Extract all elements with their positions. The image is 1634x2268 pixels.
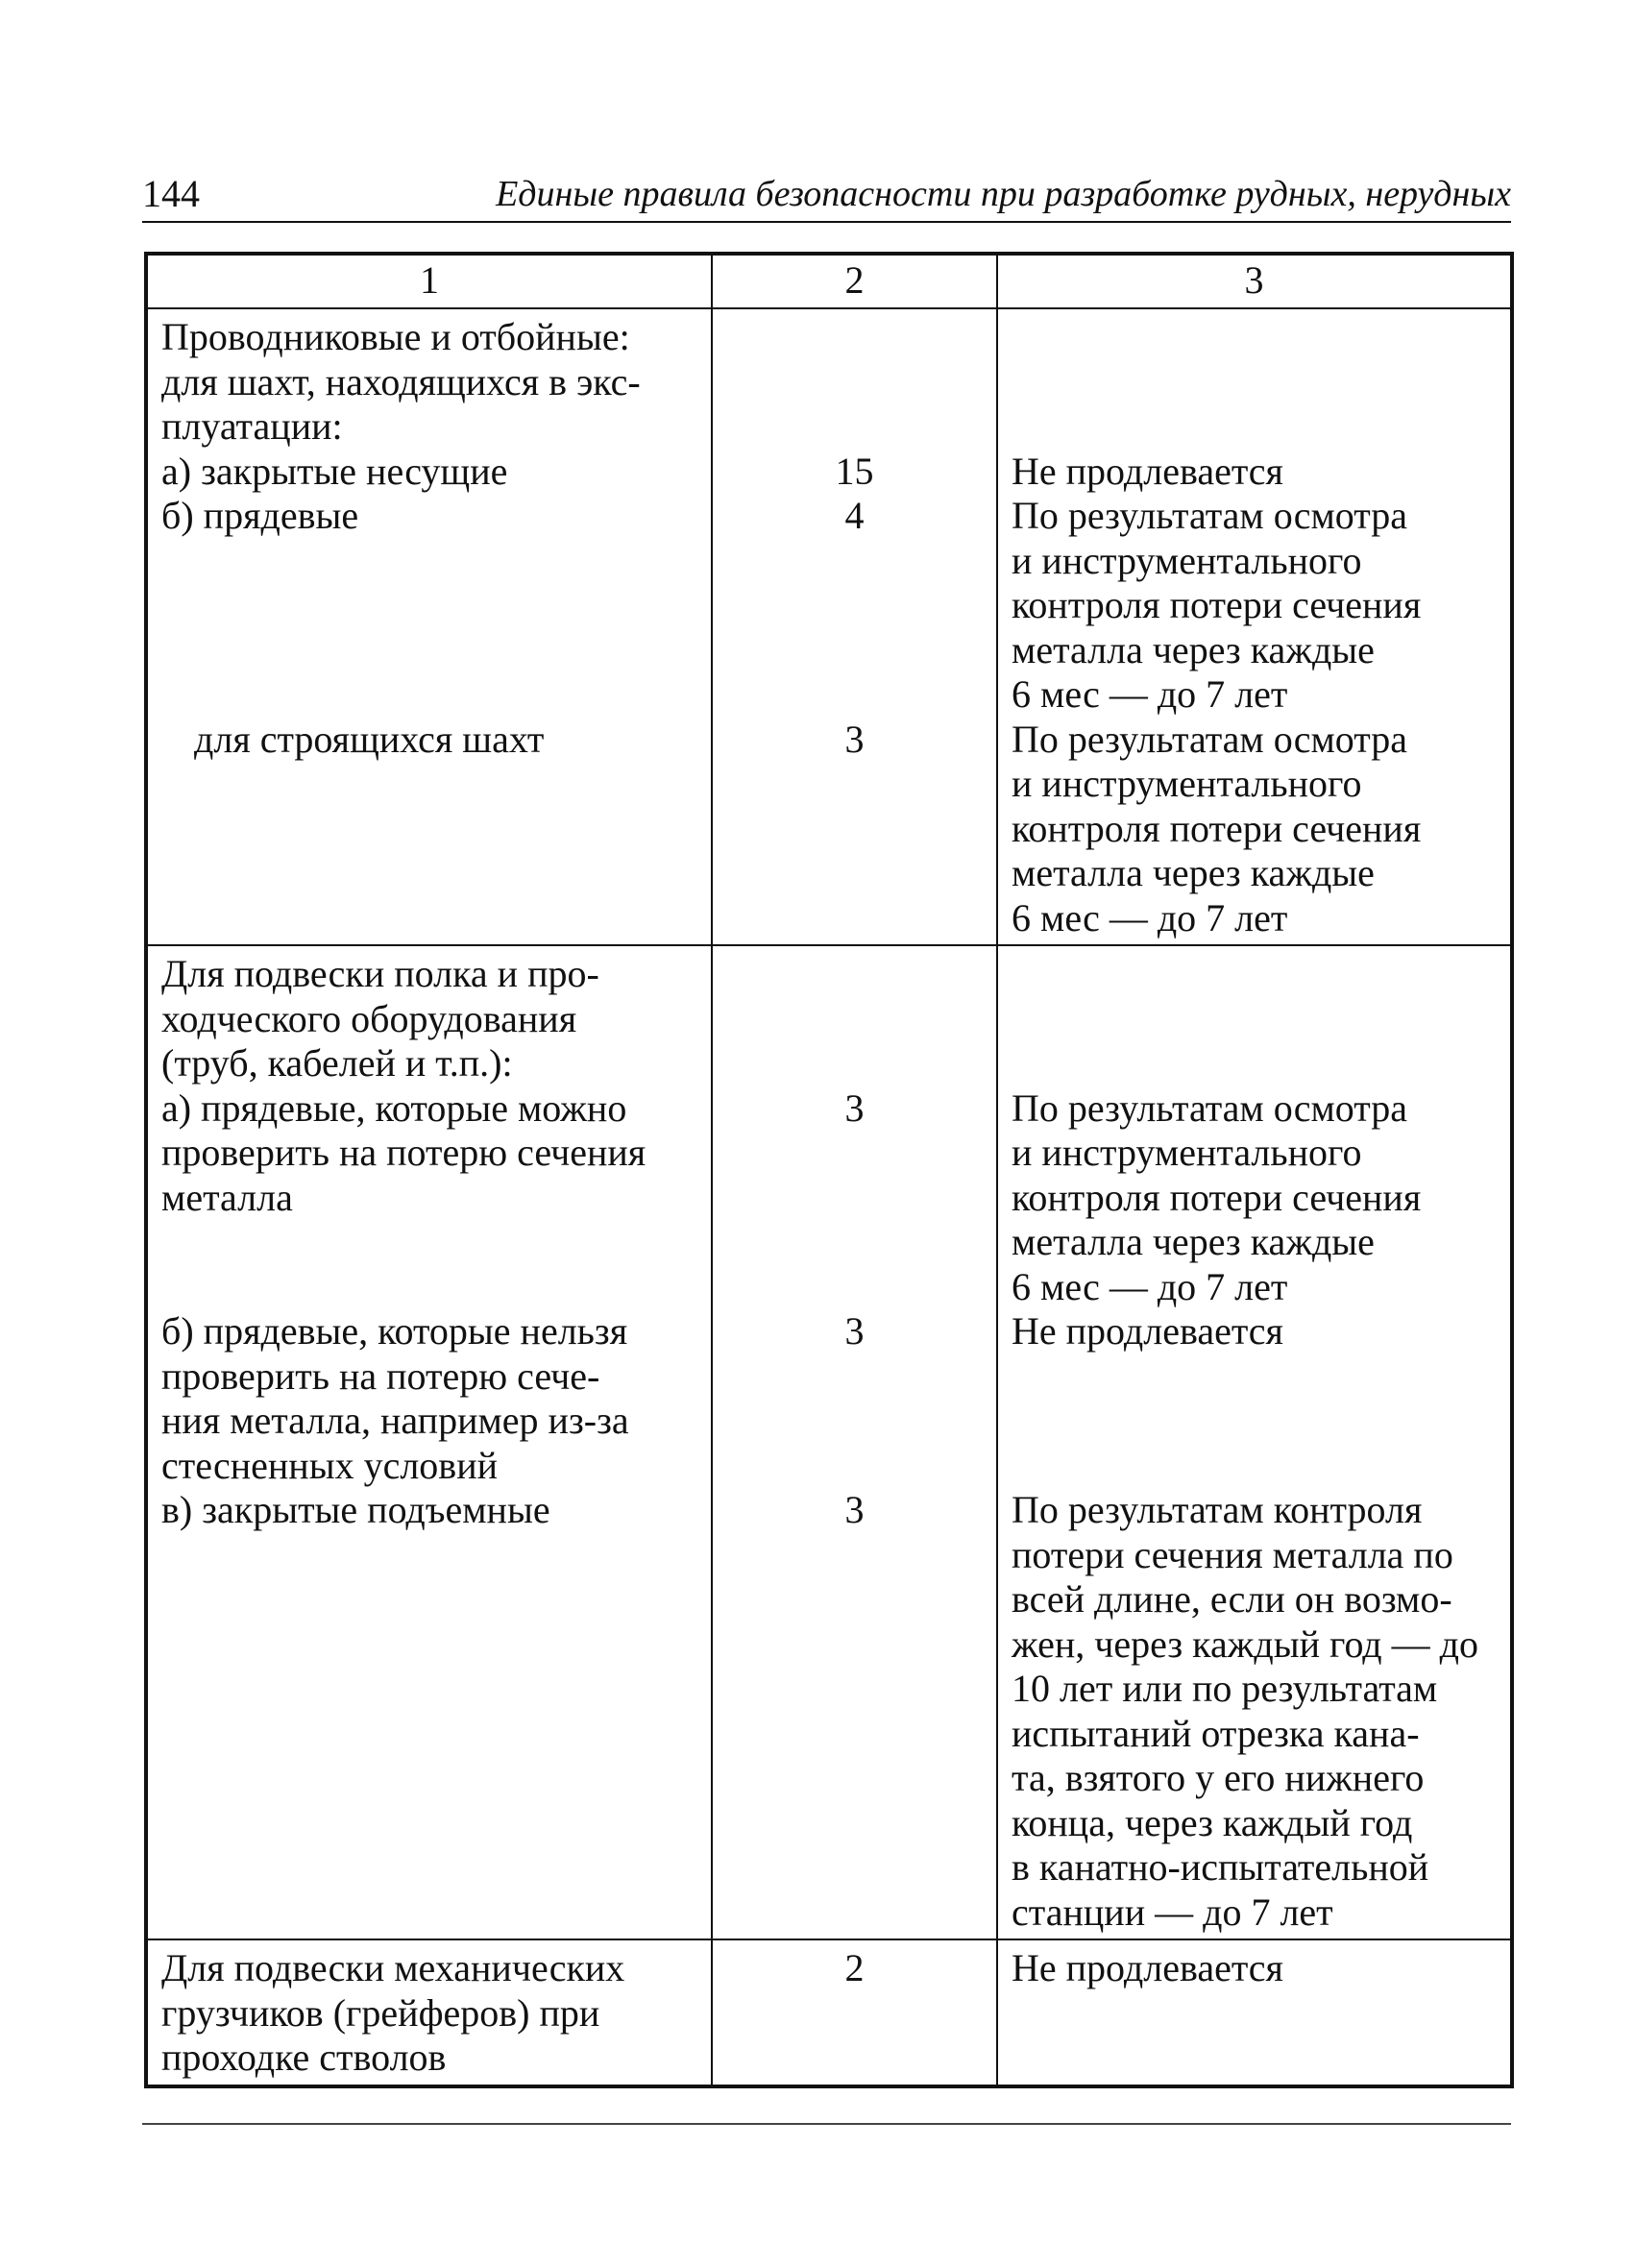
cell-line: всей длине, если он возмо-	[1012, 1577, 1452, 1621]
cell-line: 3	[844, 1488, 865, 1531]
column-header-1: 1	[146, 254, 712, 308]
cell-line: контроля потери сечения	[1012, 1175, 1422, 1219]
cell-line	[1012, 1354, 1504, 1400]
cell-line: потери сечения металла по	[1012, 1532, 1453, 1576]
cell-line: 6 мес — до 7 лет	[1012, 895, 1288, 939]
cell-line: Для подвески механических	[161, 1946, 625, 1989]
cell-line: для шахт, находящихся в экс-	[161, 359, 641, 403]
cell-line: Для подвески полка и про-	[161, 952, 599, 995]
column-header-2: 2	[712, 254, 997, 308]
cell-line: По результатам осмотра	[1012, 494, 1407, 537]
cell-line	[1012, 315, 1504, 360]
cell-line	[713, 1265, 996, 1310]
cell-line	[1012, 952, 1504, 997]
cell-line: и инструментального	[1012, 1131, 1362, 1174]
cell-line: 6 мес — до 7 лет	[1012, 1264, 1288, 1308]
table-row	[146, 308, 1512, 945]
cell-line: стесненных условий	[161, 1443, 498, 1487]
extension-terms-cell	[997, 945, 1512, 1939]
cell-line: 3	[844, 1085, 865, 1130]
cell-line	[161, 672, 697, 718]
cell-line: станции — до 7 лет	[1012, 1890, 1333, 1934]
cell-line: и инструментального	[1012, 762, 1362, 805]
cell-line: металла через каждые	[1012, 627, 1375, 671]
rope-type-cell	[146, 1939, 712, 2086]
cell-line: контроля потери сечения	[1012, 806, 1422, 850]
cell-line	[161, 1265, 697, 1310]
cell-line: Не продлевается	[1012, 1946, 1283, 1989]
cell-line: По результатам осмотра	[1012, 717, 1407, 761]
cell-line	[713, 1176, 996, 1221]
cell-line	[713, 1354, 996, 1400]
header-rule	[142, 221, 1511, 223]
cell-line: 4	[844, 494, 865, 537]
service-life-table	[144, 252, 1514, 2088]
page-number: 144	[142, 172, 200, 215]
extension-terms-cell	[997, 308, 1512, 945]
cell-line: 10 лет или по результатам	[1012, 1667, 1438, 1710]
cell-line: и инструментального	[1012, 538, 1362, 582]
table-header-row	[146, 254, 1512, 308]
service-years-cell	[712, 308, 997, 945]
cell-line	[1012, 404, 1504, 450]
cell-line: проверить на потерю сече-	[161, 1353, 600, 1398]
cell-line	[713, 1041, 996, 1086]
cell-line: ходческого оборудования	[161, 996, 577, 1040]
cell-line: испытаний отрезка кана-	[1012, 1711, 1420, 1755]
cell-line	[713, 1399, 996, 1444]
cell-line: 15	[835, 449, 874, 493]
service-years-cell	[712, 945, 997, 1939]
cell-line	[1012, 1399, 1504, 1444]
cell-line: (труб, кабелей и т.п.):	[161, 1041, 513, 1085]
cell-line: металла через каждые	[1012, 851, 1375, 894]
cell-line: для строящихся шахт	[194, 717, 545, 761]
column-header-3: 3	[997, 254, 1512, 308]
cell-line: а) прядевые, которые можно	[161, 1085, 627, 1130]
cell-line: проверить на потерю сечения	[161, 1131, 646, 1174]
cell-line: 3	[844, 717, 865, 761]
table-row	[146, 945, 1512, 1939]
cell-line: конца, через каждый год	[1012, 1800, 1413, 1844]
cell-line	[713, 1131, 996, 1176]
cell-line: Проводниковые и отбойные:	[161, 315, 630, 358]
cell-line: Не продлевается	[1012, 1309, 1283, 1353]
cell-line: в канатно-испытательной	[1012, 1845, 1429, 1889]
cell-line	[713, 315, 996, 360]
service-years-cell	[712, 1939, 997, 2086]
cell-line: контроля потери сечения	[1012, 583, 1422, 626]
extension-terms-cell	[997, 1939, 1512, 2086]
cell-line: Не продлевается	[1012, 449, 1283, 493]
footer-rule	[142, 2123, 1511, 2125]
cell-line: плуатации:	[161, 404, 343, 448]
cell-line: б) прядевые	[161, 494, 359, 537]
cell-line: металла через каждые	[1012, 1220, 1375, 1263]
cell-line	[1012, 1041, 1504, 1086]
rope-type-cell	[146, 308, 712, 945]
cell-line: жен, через каждый год — до	[1012, 1622, 1478, 1666]
cell-line: проходке стволов	[161, 2036, 447, 2079]
cell-line	[713, 1220, 996, 1265]
cell-line: По результатам контроля	[1012, 1488, 1423, 1531]
cell-line: ния металла, например из-за	[161, 1399, 629, 1442]
table-row	[146, 1939, 1512, 2086]
cell-line	[1012, 1444, 1504, 1489]
cell-line	[713, 672, 996, 718]
cell-line: 3	[844, 1309, 865, 1353]
cell-line: б) прядевые, которые нельзя	[161, 1309, 628, 1353]
cell-line	[713, 360, 996, 405]
running-head: Единые правила безопасности при разработке рудных, нерудных	[496, 174, 1511, 214]
cell-line: По результатам осмотра	[1012, 1085, 1407, 1130]
cell-line: та, взятого у его нижнего	[1012, 1756, 1425, 1799]
cell-line	[161, 583, 697, 628]
cell-line	[713, 1444, 996, 1489]
cell-line	[1012, 997, 1504, 1042]
rope-type-cell	[146, 945, 712, 1939]
cell-line: металла	[161, 1175, 293, 1219]
cell-line	[713, 404, 996, 450]
cell-line	[161, 1220, 697, 1265]
cell-line	[713, 952, 996, 997]
cell-line: а) закрытые несущие	[161, 449, 508, 493]
cell-line	[1012, 360, 1504, 405]
cell-line	[713, 628, 996, 673]
cell-line	[713, 539, 996, 584]
cell-line: в) закрытые подъемные	[161, 1488, 550, 1531]
cell-line: грузчиков (грейферов) при	[161, 1990, 600, 2035]
cell-line	[161, 539, 697, 584]
cell-line	[713, 997, 996, 1042]
cell-line: 2	[844, 1946, 865, 1989]
cell-line	[161, 628, 697, 673]
cell-line: 6 мес — до 7 лет	[1012, 672, 1288, 716]
cell-line	[713, 583, 996, 628]
